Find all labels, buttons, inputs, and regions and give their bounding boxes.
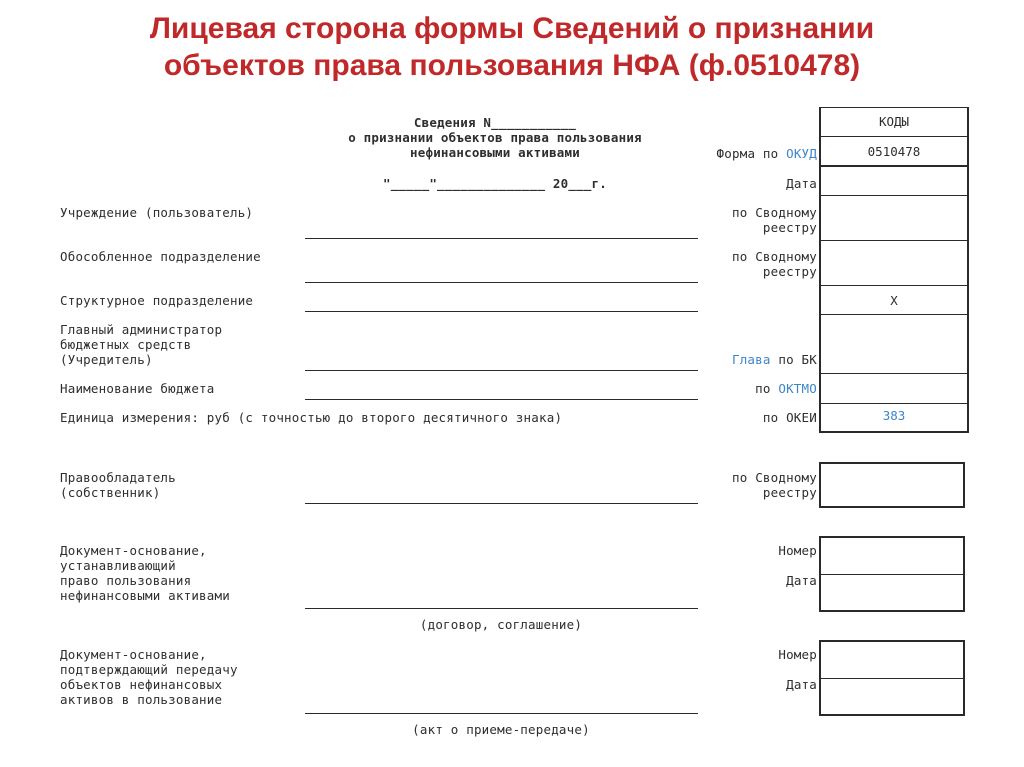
po-text: по xyxy=(755,381,771,396)
label-registry-2b: реестру xyxy=(762,264,817,279)
doc2-number-date-box[interactable] xyxy=(819,640,965,716)
label-doc2-number: Номер xyxy=(778,647,817,662)
po-bk-text: по БК xyxy=(778,352,817,367)
form-heading-title-2: нефинансовыми активами xyxy=(410,145,580,160)
doc1-box-divider xyxy=(821,574,963,575)
glava-link[interactable]: Глава xyxy=(731,352,771,367)
label-registry-1a: по Сводному xyxy=(732,205,817,220)
form-heading-title: о признании объектов права пользования xyxy=(348,130,642,145)
label-form-okud xyxy=(660,146,817,161)
label-okei: по ОКЕИ xyxy=(762,410,817,425)
label-separate-division: Обособленное подразделение xyxy=(60,249,261,264)
doc1-field-line[interactable] xyxy=(305,608,698,609)
registry-code-cell-2[interactable] xyxy=(821,242,967,286)
label-registry-3b: реестру xyxy=(762,485,817,500)
label-registry-1b: реестру xyxy=(762,220,817,235)
label-structural-division: Структурное подразделение xyxy=(60,293,254,308)
doc1-number-date-box[interactable] xyxy=(819,536,965,612)
label-rightholder-1: Правообладатель xyxy=(60,470,176,485)
rightholder-registry-box[interactable] xyxy=(819,462,965,508)
label-chief-admin-2: бюджетных средств xyxy=(60,337,192,352)
label-registry-3a: по Сводному xyxy=(732,470,817,485)
label-doc2-3: объектов нефинансовых xyxy=(60,677,223,692)
label-doc1-1: Документ-основание, xyxy=(60,543,207,558)
slide-title xyxy=(0,10,1024,84)
label-chief-admin-3: (Учредитель) xyxy=(60,352,153,367)
form-by-text: Форма по xyxy=(716,146,779,161)
codes-table xyxy=(819,107,969,433)
label-doc2-date: Дата xyxy=(786,677,817,692)
doc2-field-line[interactable] xyxy=(305,713,698,714)
label-doc1-number: Номер xyxy=(778,543,817,558)
label-doc1-date: Дата xyxy=(786,573,817,588)
date-code-cell[interactable] xyxy=(821,167,967,196)
budget-name-field-line[interactable] xyxy=(305,399,698,400)
label-institution: Учреждение (пользователь) xyxy=(60,205,254,220)
slide-title-line-2: объектов права пользования НФА (ф.0510478) xyxy=(163,49,861,82)
structural-code-cell[interactable]: X xyxy=(821,287,967,315)
rightholder-field-line[interactable] xyxy=(305,503,698,504)
slide-title-line-1: Лицевая сторона формы Сведений о признании xyxy=(149,12,875,45)
label-doc2-1: Документ-основание, xyxy=(60,647,207,662)
caption-contract: (договор, соглашение) xyxy=(419,617,583,632)
label-oktmo xyxy=(660,381,817,396)
registry-code-cell-1[interactable] xyxy=(821,197,967,241)
label-doc1-4: нефинансовыми активами xyxy=(60,588,230,603)
doc2-box-divider xyxy=(821,678,963,679)
okud-link[interactable]: ОКУД xyxy=(786,146,817,161)
form-date-line: "_____"______________ 20___г. xyxy=(382,176,608,191)
label-unit: Единица измерения: руб (с точностью до второго десятичного знака) xyxy=(60,410,563,425)
bk-code-cell[interactable] xyxy=(821,316,967,374)
label-glava-bk xyxy=(660,352,817,367)
caption-act: (акт о приеме-передаче) xyxy=(412,722,590,737)
okud-code-cell[interactable]: 0510478 xyxy=(821,137,967,167)
label-chief-admin-1: Главный администратор xyxy=(60,322,223,337)
institution-field-line[interactable] xyxy=(305,238,698,239)
label-rightholder-2: (собственник) xyxy=(60,485,161,500)
label-doc1-2: устанавливающий xyxy=(60,558,176,573)
structural-division-field-line[interactable] xyxy=(305,311,698,312)
label-doc2-4: активов в пользование xyxy=(60,692,223,707)
separate-division-field-line[interactable] xyxy=(305,282,698,283)
form-heading-number: Сведения N___________ xyxy=(413,115,577,130)
okei-code-cell[interactable]: 383 xyxy=(821,405,967,433)
label-doc1-3: право пользования xyxy=(60,573,192,588)
oktmo-link[interactable]: ОКТМО xyxy=(778,381,817,396)
codes-header: КОДЫ xyxy=(821,107,967,137)
chief-admin-field-line[interactable] xyxy=(305,370,698,371)
oktmo-code-cell[interactable] xyxy=(821,375,967,404)
label-date: Дата xyxy=(786,176,817,191)
label-doc2-2: подтверждающий передачу xyxy=(60,662,238,677)
label-registry-2a: по Сводному xyxy=(732,249,817,264)
label-budget-name: Наименование бюджета xyxy=(60,381,215,396)
